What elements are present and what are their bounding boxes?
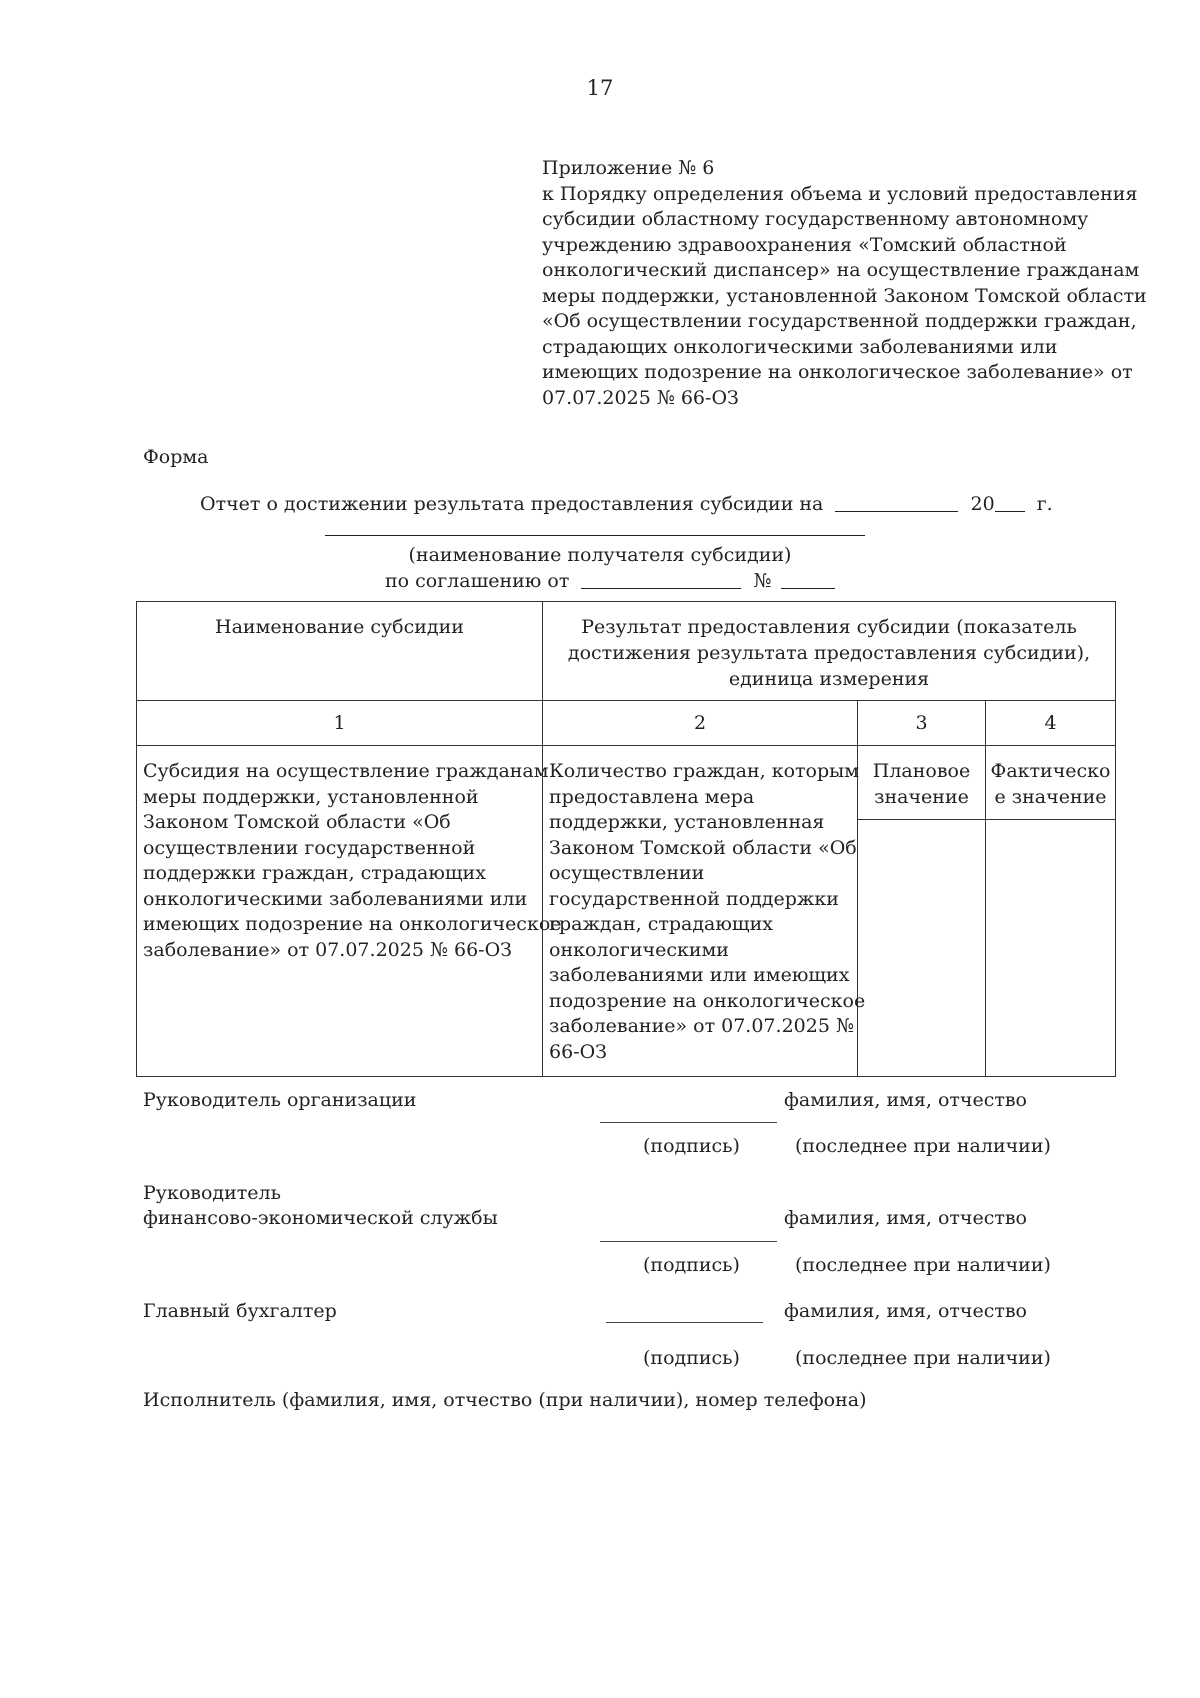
accountant-fio-caption: (последнее при наличии) <box>795 1347 1051 1369</box>
appendix-line: меры поддержки, установленной Законом Томской области <box>542 284 1147 307</box>
column-number: 4 <box>986 701 1116 746</box>
head-signature-line[interactable] <box>600 1122 777 1123</box>
report-year-prefix: 20 <box>970 493 995 515</box>
table-column-numbers-row <box>137 701 1116 746</box>
agreement-prefix: по соглашению от <box>385 570 570 592</box>
appendix-line: 07.07.2025 № 66-ОЗ <box>542 386 739 409</box>
form-label: Форма <box>143 446 209 468</box>
accountant-fio-label: фамилия, имя, отчество <box>784 1300 1027 1322</box>
appendix-line: имеющих подозрение на онкологическое заболевание» от <box>542 361 1133 383</box>
report-year-suffix: г. <box>1036 493 1053 515</box>
actual-value-cell[interactable] <box>986 820 1116 1077</box>
appendix-title: Приложение № 6 <box>542 157 715 179</box>
agreement-number-blank[interactable] <box>781 569 835 589</box>
column-number: 1 <box>137 701 543 746</box>
planned-value-header: Плановое значение <box>858 746 986 820</box>
finance-signature-line[interactable] <box>600 1241 777 1242</box>
table-row <box>137 746 1116 820</box>
finance-fio-caption: (последнее при наличии) <box>795 1254 1051 1276</box>
page-number: 17 <box>586 76 614 100</box>
appendix-line: субсидии областному государственному автономному <box>542 208 1089 230</box>
head-signature-caption: (подпись) <box>643 1135 740 1157</box>
head-fio-label: фамилия, имя, отчество <box>784 1089 1027 1111</box>
finance-fio-label: фамилия, имя, отчество <box>784 1207 1027 1229</box>
appendix-line: «Об осуществлении государственной поддержки граждан, <box>542 310 1137 332</box>
accountant-signature-caption: (подпись) <box>643 1347 740 1369</box>
accountant-label: Главный бухгалтер <box>143 1300 337 1322</box>
actual-value-header: Фактическо е значение <box>986 746 1116 820</box>
result-indicator-cell: Количество граждан, которым предоставлена мера поддержки, установленная Законом Томской области «Об осуществлении государственной поддержки граждан, страдающих онкологическими заболеваниями или имеющих подозрение на онкологическое заболевание» от 07.07.2025 № 66-ОЗ <box>543 746 858 1077</box>
planned-value-cell[interactable] <box>858 820 986 1077</box>
appendix-line: онкологический диспансер» на осуществление гражданам <box>542 259 1140 281</box>
report-date-blank[interactable] <box>835 492 958 512</box>
table-header-row <box>137 602 1116 701</box>
subsidy-name-cell: Субсидия на осуществление гражданам меры поддержки, установленной Законом Томской области «Об осуществлении государственной поддержки граждан, страдающих онкологическими заболеваниями или имеющих подозрение на онкологическое заболевание» от 07.07.2025 № 66-ОЗ <box>137 746 543 1077</box>
recipient-name-blank[interactable] <box>325 535 865 536</box>
finance-label-line2: финансово-экономической службы <box>143 1207 498 1229</box>
head-fio-caption: (последнее при наличии) <box>795 1135 1051 1157</box>
header-subsidy-name: Наименование субсидии <box>137 602 543 701</box>
agreement-number-sign: № <box>753 570 772 592</box>
accountant-signature-line[interactable] <box>606 1322 763 1323</box>
appendix-line: учреждению здравоохранения «Томский областной <box>542 233 1067 256</box>
appendix-block <box>542 156 1147 411</box>
agreement-date-blank[interactable] <box>581 569 741 589</box>
appendix-line: к Порядку определения объема и условий предоставления <box>542 182 1138 205</box>
report-title <box>200 492 1053 515</box>
head-label: Руководитель организации <box>143 1089 417 1111</box>
report-title-text: Отчет о достижении результата предоставления субсидии на <box>200 493 824 515</box>
agreement-line <box>385 569 835 592</box>
report-year-blank[interactable] <box>995 492 1025 512</box>
column-number: 2 <box>543 701 858 746</box>
finance-signature-caption: (подпись) <box>643 1254 740 1276</box>
header-result: Результат предоставления субсидии (показатель достижения результата предоставления субсидии), единица измерения <box>543 602 1116 701</box>
executor-line: Исполнитель (фамилия, имя, отчество (при наличии), номер телефона) <box>143 1389 867 1411</box>
recipient-caption: (наименование получателя субсидии) <box>408 544 792 566</box>
report-table <box>136 601 1116 1077</box>
appendix-line: страдающих онкологическими заболеваниями или <box>542 335 1058 358</box>
finance-label-line1: Руководитель <box>143 1182 281 1204</box>
column-number: 3 <box>858 701 986 746</box>
